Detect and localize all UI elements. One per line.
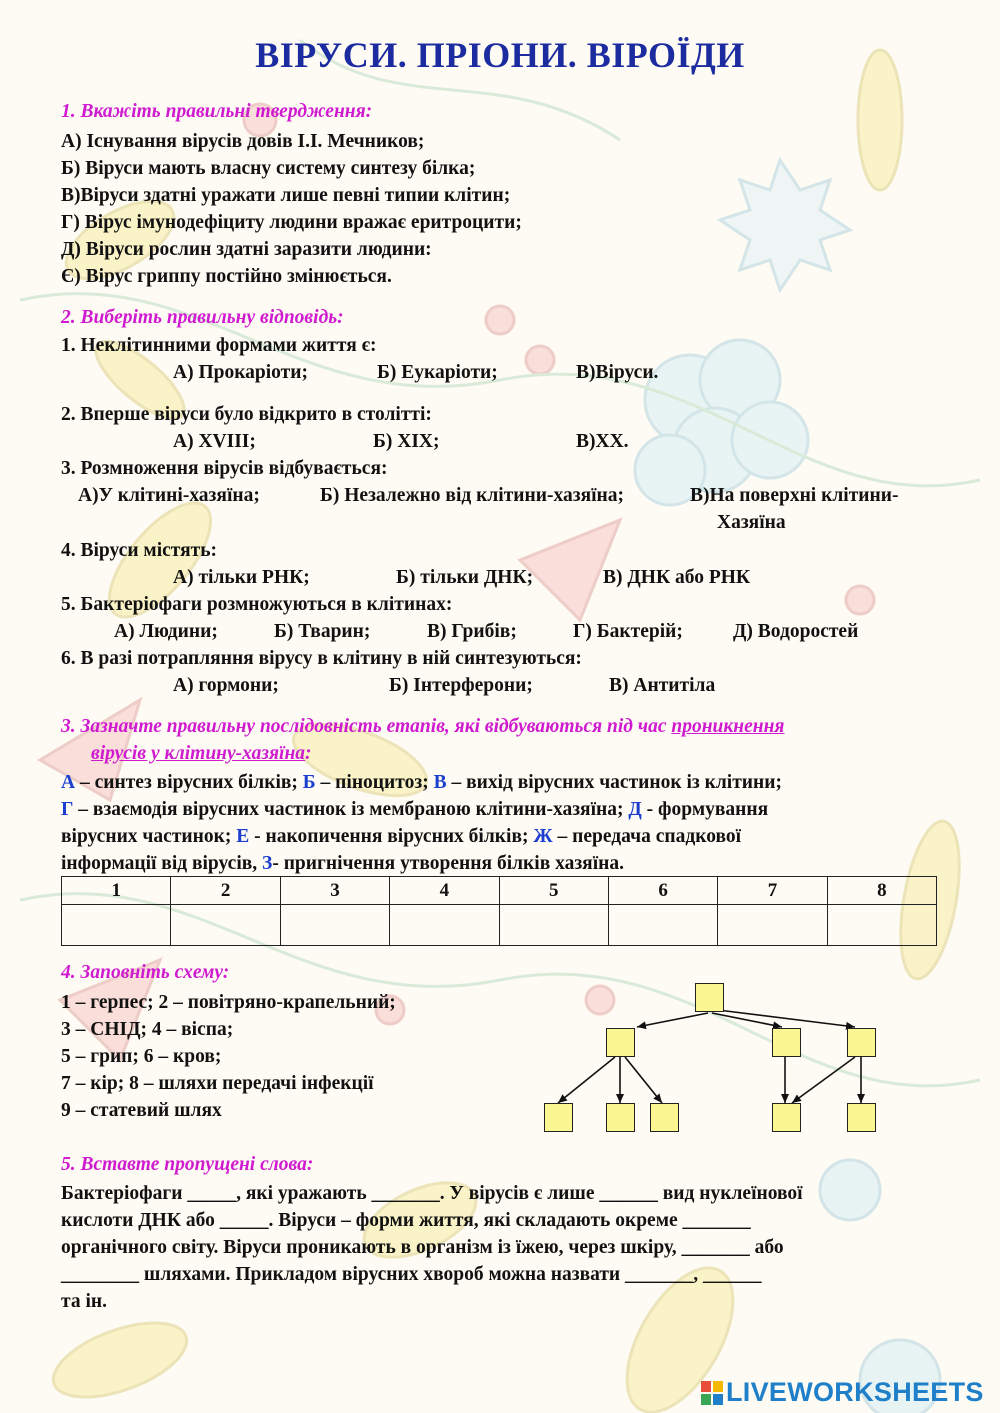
task5-text-line[interactable]: ________ шляхами. Прикладом вірусних хвороб можна назвати _______, ______ [61,1264,762,1285]
step-text: – передача спадкової [552,826,742,847]
table-header-cell: 2 [171,877,280,905]
q3-option-c[interactable]: В)На поверхні клітини- [690,485,899,506]
task1-heading: 1. Вкажіть правильні твердження: [61,101,373,122]
step-text: – взаємодія вірусних частинок із мембраною клітини-хазяїна; [73,799,629,820]
step-letter: Г [61,799,74,820]
scheme-box-level2[interactable] [606,1028,635,1057]
scheme-box-level2[interactable] [847,1028,876,1057]
task5-text-line[interactable]: органічного світу. Віруси проникають в організм із їжею, через шкіру, _______ або [61,1237,784,1258]
q1-option-c[interactable]: В)Віруси. [576,362,659,383]
task3-heading: 3. Зазначте правильну послідовність етапів, які відбуваються під час проникнення [61,716,785,737]
task1-item[interactable]: Є) Вірус гриппу постійно змінюється. [61,266,392,287]
step-text: вірусних частинок; [61,826,237,847]
page-title: ВІРУСИ. ПРІОНИ. ВІРОЇДИ [255,35,745,75]
task5-text-line[interactable]: та ін. [61,1291,107,1312]
step-text: інформації від вірусів, [61,853,263,874]
table-header-cell: 4 [390,877,499,905]
scheme-box-leaf[interactable] [772,1103,801,1132]
task5-heading: 5. Вставте пропущені слова: [61,1154,314,1175]
q5-option-a[interactable]: А) Людини; [114,621,218,642]
q6-option-c[interactable]: В) Антитіла [609,675,716,696]
task5-text-line[interactable]: кислоти ДНК або _____. Віруси – форми життя, які складають окреме _______ [61,1210,751,1231]
task1-item[interactable]: Д) Віруси рослин здатні заразити людини: [61,239,432,260]
step-text: - пригнічення утворення білків хазяїна. [272,853,625,874]
task2-heading: 2. Виберіть правильну відповідь: [61,307,344,328]
step-text: - накопичення вірусних білків; [249,826,534,847]
q4-option-b[interactable]: Б) тільки ДНК; [396,567,534,588]
task4-heading: 4. Заповніть схему: [61,962,230,983]
task4-legend-item: 1 – герпес; 2 – повітряно-крапельний; [61,992,396,1013]
step-letter: Ж [533,826,553,847]
q2-option-b[interactable]: Б) XIX; [373,431,440,452]
task1-item[interactable]: Г) Вірус імунодефіциту людини вражає еритроцити; [61,212,522,233]
step-letter: Б [302,772,316,793]
task1-item[interactable]: А) Існування вірусів довів І.І. Мечников; [61,131,425,152]
task1-item[interactable]: Б) Віруси мають власну систему синтезу білка; [61,158,476,179]
q1-option-a[interactable]: А) Прокаріоти; [173,362,308,383]
q1-option-b[interactable]: Б) Еукаріоти; [377,362,498,383]
liveworksheets-logo-icon [701,1381,723,1405]
table-header-cell: 6 [608,877,717,905]
task2-question-3: 3. Розмноження вірусів відбувається: [61,458,388,479]
task2-question-4: 4. Віруси містять: [61,540,218,561]
step-text: – синтез вірусних білків; [75,772,303,793]
scheme-box-leaf[interactable] [650,1103,679,1132]
q3-option-c-wrap: Хазяїна [717,512,786,533]
scheme-box-leaf[interactable] [544,1103,573,1132]
scheme-box-level2[interactable] [772,1028,801,1057]
task2-question-1: 1. Неклітинними формами життя є: [61,335,377,356]
task2-question-2: 2. Вперше віруси було відкрито в столітті: [61,404,432,425]
q5-option-d[interactable]: Г) Бактерій; [573,621,683,642]
scheme-box-leaf[interactable] [847,1103,876,1132]
table-header-cell: 7 [718,877,827,905]
task4-legend-item: 3 – СНІД; 4 – віспа; [61,1019,234,1040]
step-letter: В [433,772,447,793]
table-header-cell: 1 [62,877,171,905]
liveworksheets-logo[interactable]: LIVEWORKSHEETS [726,1377,984,1407]
step-letter: Д [628,799,642,820]
step-text: – піноцитоз; [315,772,434,793]
q3-option-b[interactable]: Б) Незалежно від клітини-хазяїна; [320,485,625,506]
q2-option-a[interactable]: А) XVIII; [173,431,256,452]
q2-option-c[interactable]: В)XX. [576,431,629,452]
step-text: - формування [641,799,769,820]
task4-legend-item: 9 – статевий шлях [61,1100,222,1121]
table-header-cell: 3 [280,877,389,905]
step-letter: З [262,853,273,874]
task5-text-line[interactable]: Бактеріофаги _____, які уражають _______. У вірусів є лише ______ вид нуклеїнової [61,1183,803,1204]
q4-option-c[interactable]: В) ДНК або РНК [603,567,751,588]
q5-option-b[interactable]: Б) Тварин; [274,621,371,642]
task1-item[interactable]: В)Віруси здатні уражати лише певні типии клітин; [61,185,511,206]
scheme-box-leaf[interactable] [606,1103,635,1132]
step-text: – вихід вірусних частинок із клітини; [446,772,783,793]
task4-legend-item: 5 – грип; 6 – кров; [61,1046,222,1067]
task2-question-5: 5. Бактеріофаги розмножуються в клітинах: [61,594,453,615]
q6-option-b[interactable]: Б) Інтерферони; [389,675,533,696]
task3-heading-cont: вірусів у клітину-хазяїна: [91,743,312,764]
q6-option-a[interactable]: А) гормони; [173,675,279,696]
q4-option-a[interactable]: А) тільки РНК; [173,567,310,588]
q5-option-e[interactable]: Д) Водоростей [733,621,859,642]
task4-legend-item: 7 – кір; 8 – шляхи передачі інфекції [61,1073,374,1094]
task2-question-6: 6. В разі потрапляння вірусу в клітину в ній синтезуються: [61,648,582,669]
table-header-cell: 8 [827,877,936,905]
q5-option-c[interactable]: В) Грибів; [427,621,517,642]
step-letter: Е [236,826,250,847]
scheme-box-root[interactable] [695,983,724,1012]
step-letter: А [61,772,76,793]
table-header-cell: 5 [499,877,608,905]
q3-option-a[interactable]: А)У клітині-хазяїна; [78,485,260,506]
